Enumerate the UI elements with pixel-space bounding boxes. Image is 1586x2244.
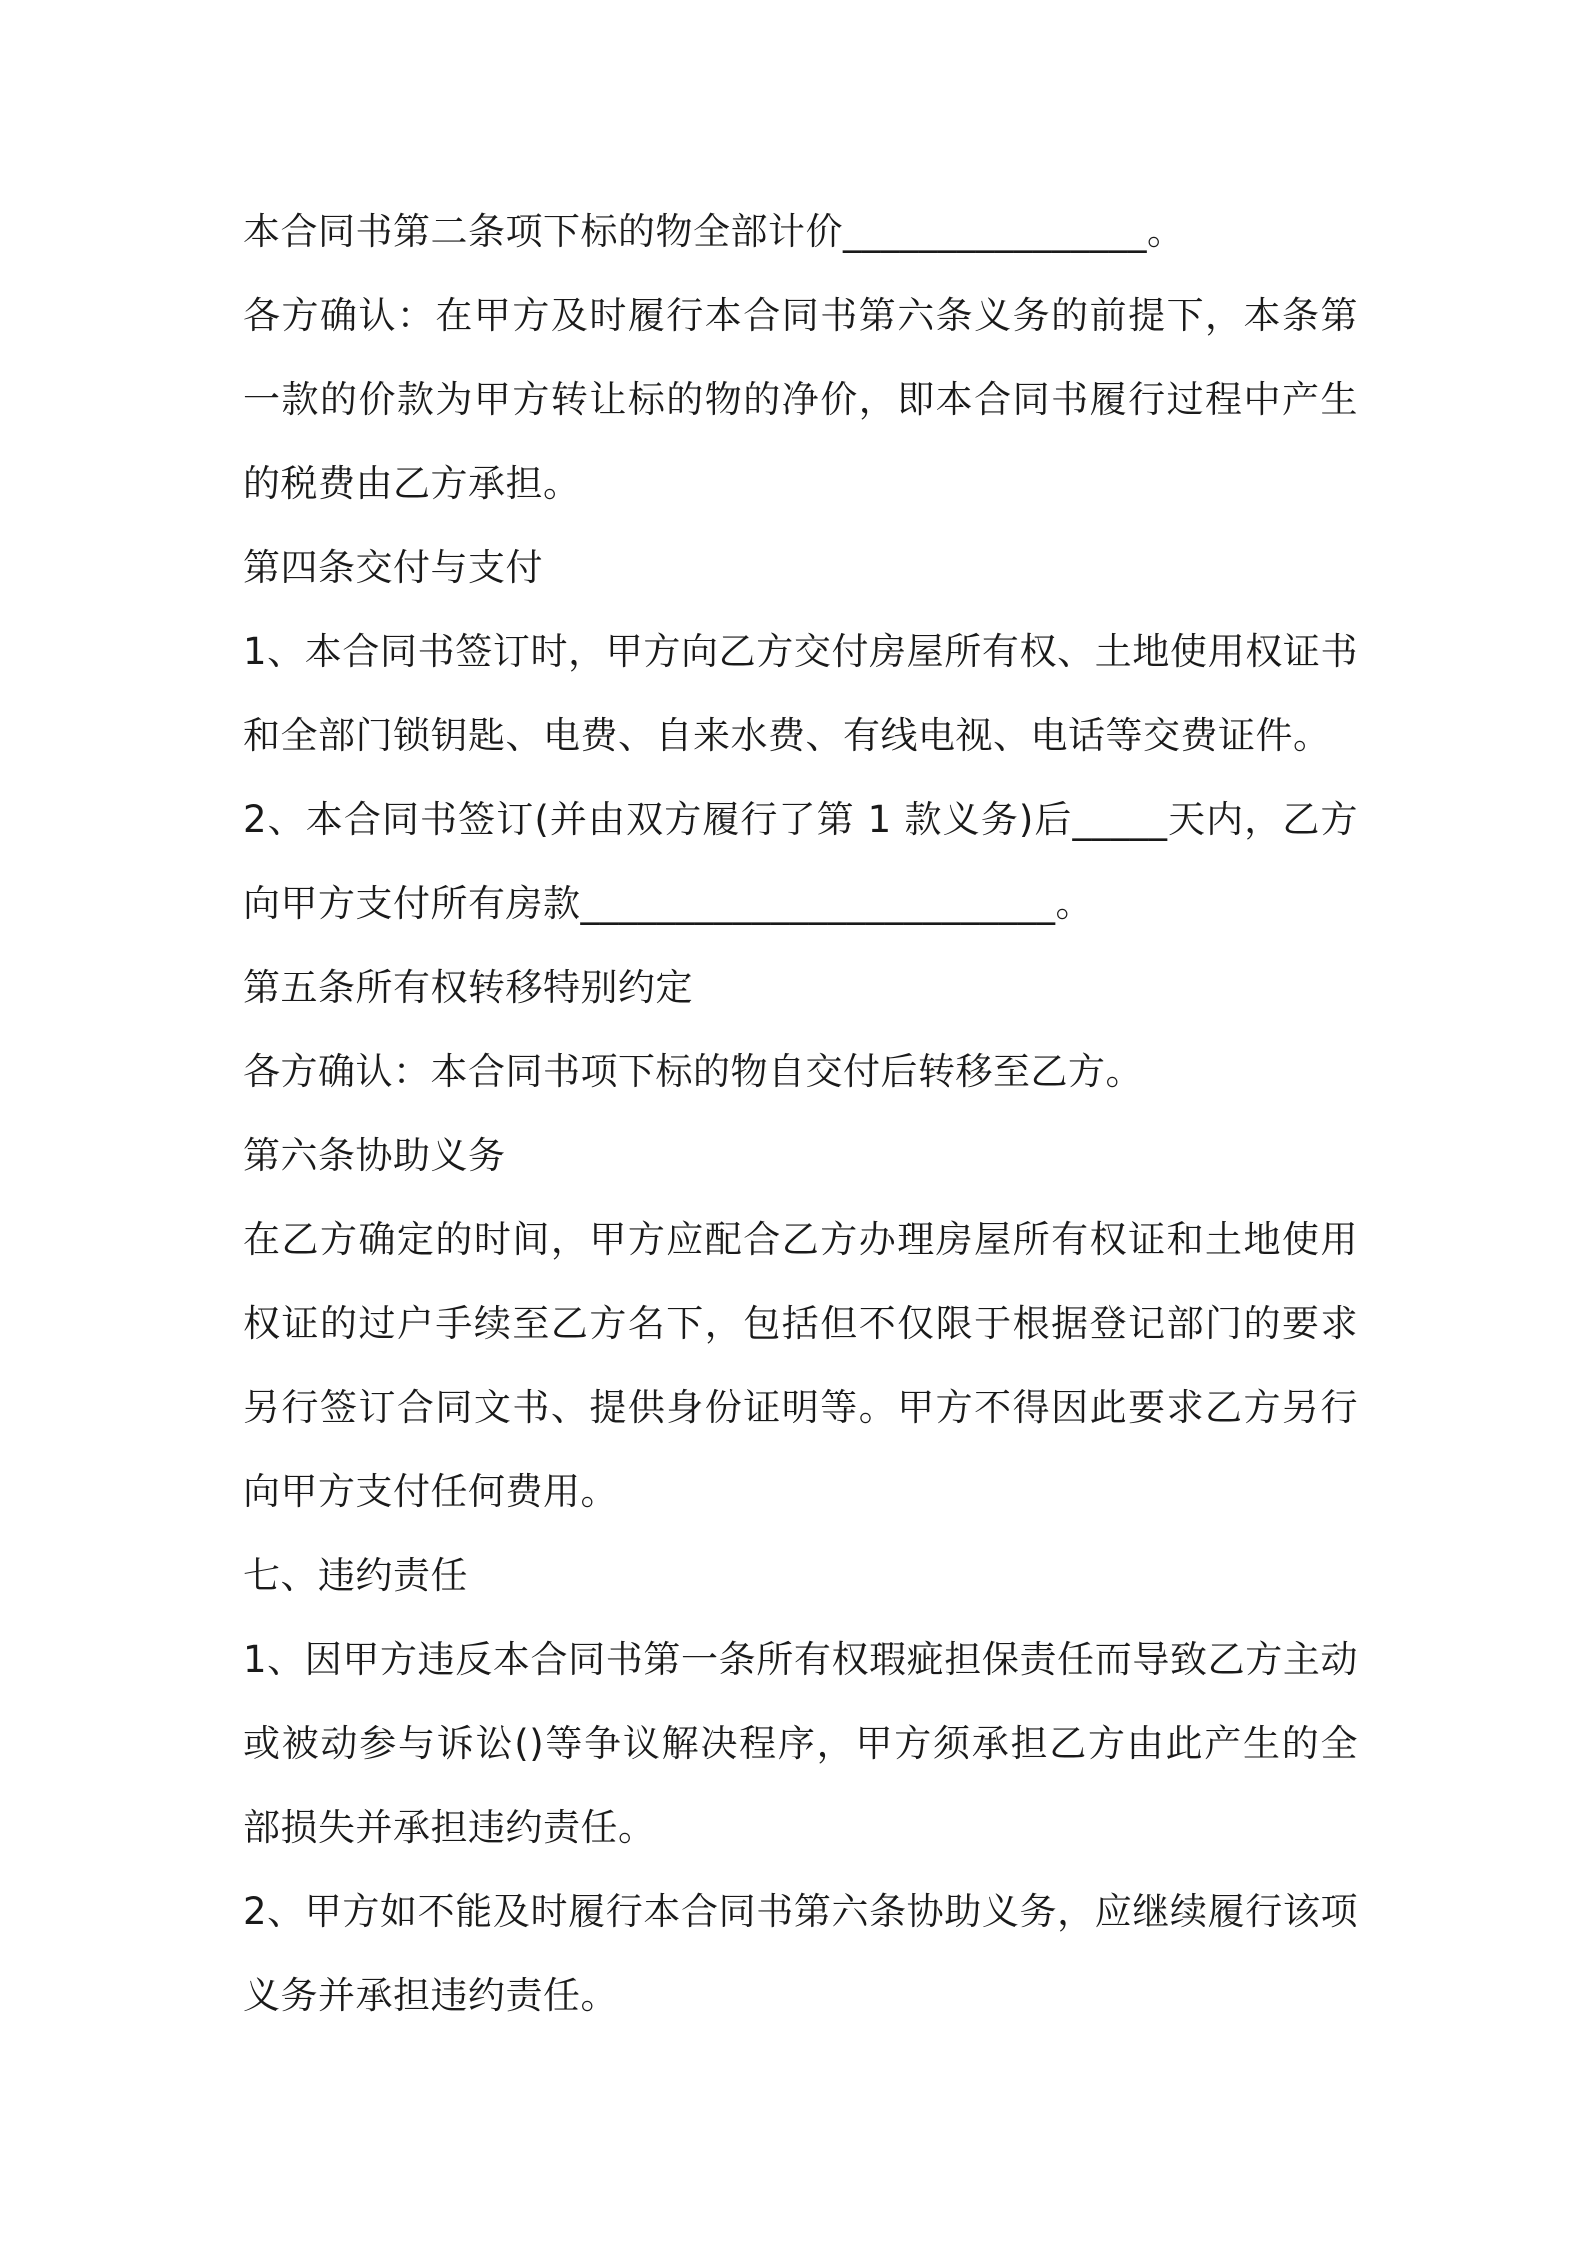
heading-article-6: 第六条协助义务 xyxy=(243,1134,506,1177)
paragraph-delivery-documents: 1、本合同书签订时，甲方向乙方交付房屋所有权、土地使用权证书和全部门锁钥匙、电费、自来水费、有线电视、电话等交费证件。 xyxy=(243,630,1358,757)
paragraph-breach-2: 2、甲方如不能及时履行本合同书第六条协助义务，应继续履行该项义务并承担违约责任。 xyxy=(243,1890,1358,2017)
document-body xyxy=(243,190,1358,2038)
paragraph-total-price: 本合同书第二条项下标的物全部计价________________。 xyxy=(243,210,1185,253)
paragraph-payment-terms: 2、本合同书签订(并由双方履行了第 1 款义务)后_____天内，乙方向甲方支付所有房款_________________________。 xyxy=(243,798,1358,925)
paragraph-assistance-obligation: 在乙方确定的时间，甲方应配合乙方办理房屋所有权证和土地使用权证的过户手续至乙方名下，包括但不仅限于根据登记部门的要求另行签订合同文书、提供身份证明等。甲方不得因此要求乙方另行向甲方支付任何费用。 xyxy=(243,1218,1358,1513)
paragraph-breach-1: 1、因甲方违反本合同书第一条所有权瑕疵担保责任而导致乙方主动或被动参与诉讼()等争议解决程序，甲方须承担乙方由此产生的全部损失并承担违约责任。 xyxy=(243,1638,1358,1849)
heading-article-7: 七、违约责任 xyxy=(243,1554,468,1597)
heading-article-4: 第四条交付与支付 xyxy=(243,546,543,589)
paragraph-net-price-confirmation: 各方确认：在甲方及时履行本合同书第六条义务的前提下，本条第一款的价款为甲方转让标的物的净价，即本合同书履行过程中产生的税费由乙方承担。 xyxy=(243,294,1358,505)
heading-article-5: 第五条所有权转移特别约定 xyxy=(243,966,693,1009)
paragraph-ownership-transfer: 各方确认：本合同书项下标的物自交付后转移至乙方。 xyxy=(243,1050,1143,1093)
